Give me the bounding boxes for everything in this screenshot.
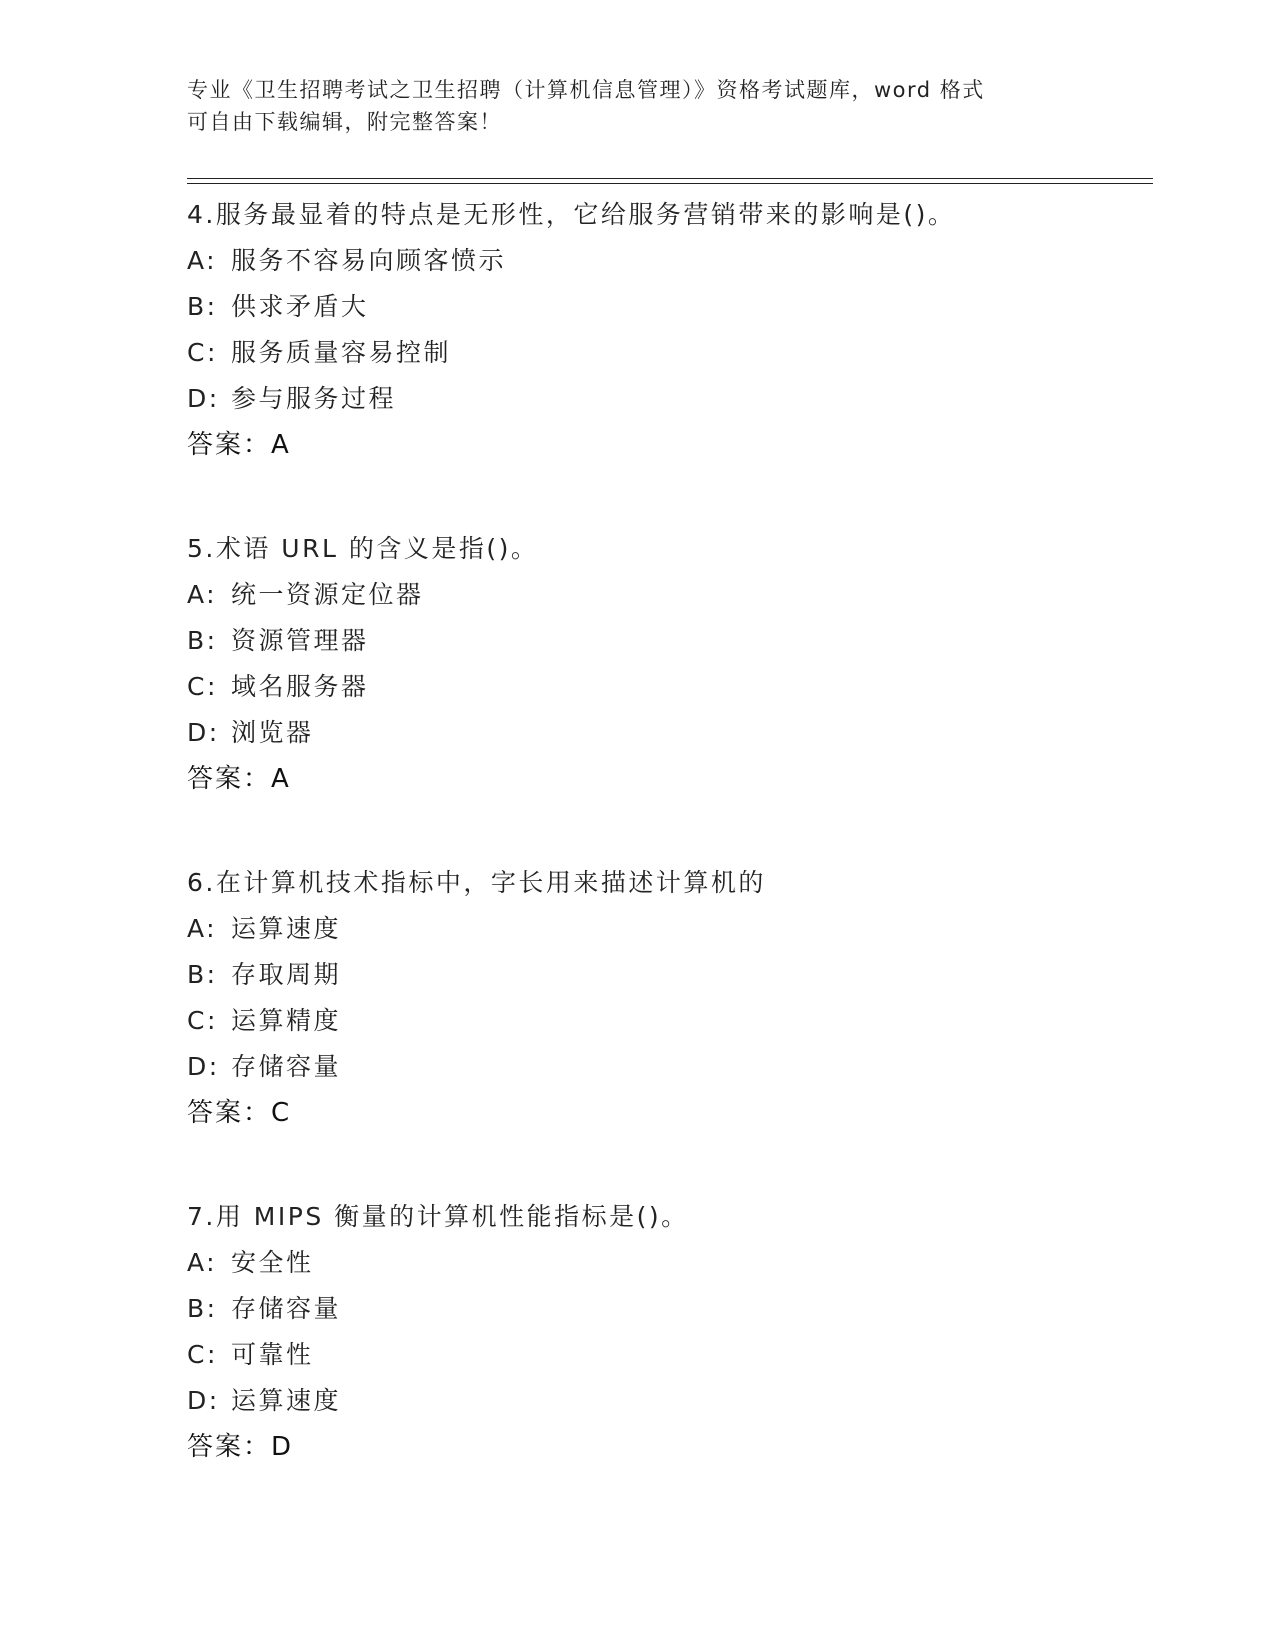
option-letter: A: xyxy=(187,580,218,609)
option-d xyxy=(187,376,1147,422)
option-letter: C: xyxy=(187,1340,218,1369)
option-b xyxy=(187,952,1147,998)
answer-line: 答案：A xyxy=(187,430,291,460)
option-letter: B: xyxy=(187,960,218,989)
question-6 xyxy=(187,860,1147,1136)
option-c xyxy=(187,664,1147,710)
option-text: 存储容量 xyxy=(231,1294,342,1323)
option-text: 存储容量 xyxy=(231,1052,342,1081)
option-c xyxy=(187,1332,1147,1378)
option-c xyxy=(187,330,1147,376)
option-letter: B: xyxy=(187,292,218,321)
option-letter: C: xyxy=(187,338,218,367)
option-text: 资源管理器 xyxy=(231,626,369,655)
question-stem: 7.用 MIPS 衡量的计算机性能指标是()。 xyxy=(187,1202,689,1231)
answer-line: 答案：D xyxy=(187,1432,294,1462)
document-header xyxy=(187,74,1087,138)
option-text: 浏览器 xyxy=(231,718,314,747)
option-text: 安全性 xyxy=(231,1248,314,1277)
answer-line: 答案：C xyxy=(187,1098,292,1128)
header-line-1: 专业《卫生招聘考试之卫生招聘（计算机信息管理）》资格考试题库，word 格式 xyxy=(187,78,985,102)
option-letter: D: xyxy=(187,384,220,413)
option-text: 服务不容易向顾客愤示 xyxy=(231,246,507,275)
question-4 xyxy=(187,192,1147,468)
option-letter: C: xyxy=(187,672,218,701)
header-line-2: 可自由下载编辑，附完整答案！ xyxy=(187,110,502,134)
question-5 xyxy=(187,526,1147,802)
option-c xyxy=(187,998,1147,1044)
option-letter: D: xyxy=(187,1386,220,1415)
option-d xyxy=(187,1378,1147,1424)
option-d xyxy=(187,710,1147,756)
option-a xyxy=(187,238,1147,284)
question-stem: 5.术语 URL 的含义是指()。 xyxy=(187,534,539,563)
option-text: 域名服务器 xyxy=(231,672,369,701)
option-text: 运算精度 xyxy=(231,1006,342,1035)
option-letter: C: xyxy=(187,1006,218,1035)
option-d xyxy=(187,1044,1147,1090)
option-text: 存取周期 xyxy=(231,960,342,989)
option-letter: A: xyxy=(187,914,218,943)
question-list xyxy=(187,192,1147,1470)
option-text: 服务质量容易控制 xyxy=(231,338,452,367)
option-letter: B: xyxy=(187,1294,218,1323)
option-letter: B: xyxy=(187,626,218,655)
option-text: 可靠性 xyxy=(231,1340,314,1369)
option-a xyxy=(187,906,1147,952)
option-b xyxy=(187,1286,1147,1332)
option-text: 运算速度 xyxy=(231,1386,342,1415)
option-b xyxy=(187,618,1147,664)
question-stem: 6.在计算机技术指标中，字长用来描述计算机的 xyxy=(187,868,766,897)
option-text: 运算速度 xyxy=(231,914,342,943)
option-letter: D: xyxy=(187,1052,220,1081)
question-7 xyxy=(187,1194,1147,1470)
option-a xyxy=(187,1240,1147,1286)
option-letter: A: xyxy=(187,1248,218,1277)
option-letter: A: xyxy=(187,246,218,275)
option-b xyxy=(187,284,1147,330)
option-text: 统一资源定位器 xyxy=(231,580,424,609)
option-letter: D: xyxy=(187,718,220,747)
option-a xyxy=(187,572,1147,618)
option-text: 参与服务过程 xyxy=(231,384,397,413)
answer-line: 答案：A xyxy=(187,764,291,794)
option-text: 供求矛盾大 xyxy=(231,292,369,321)
header-rule-bottom xyxy=(187,183,1153,184)
header-rule-top xyxy=(187,178,1153,179)
question-stem: 4.服务最显着的特点是无形性，它给服务营销带来的影响是()。 xyxy=(187,200,956,229)
